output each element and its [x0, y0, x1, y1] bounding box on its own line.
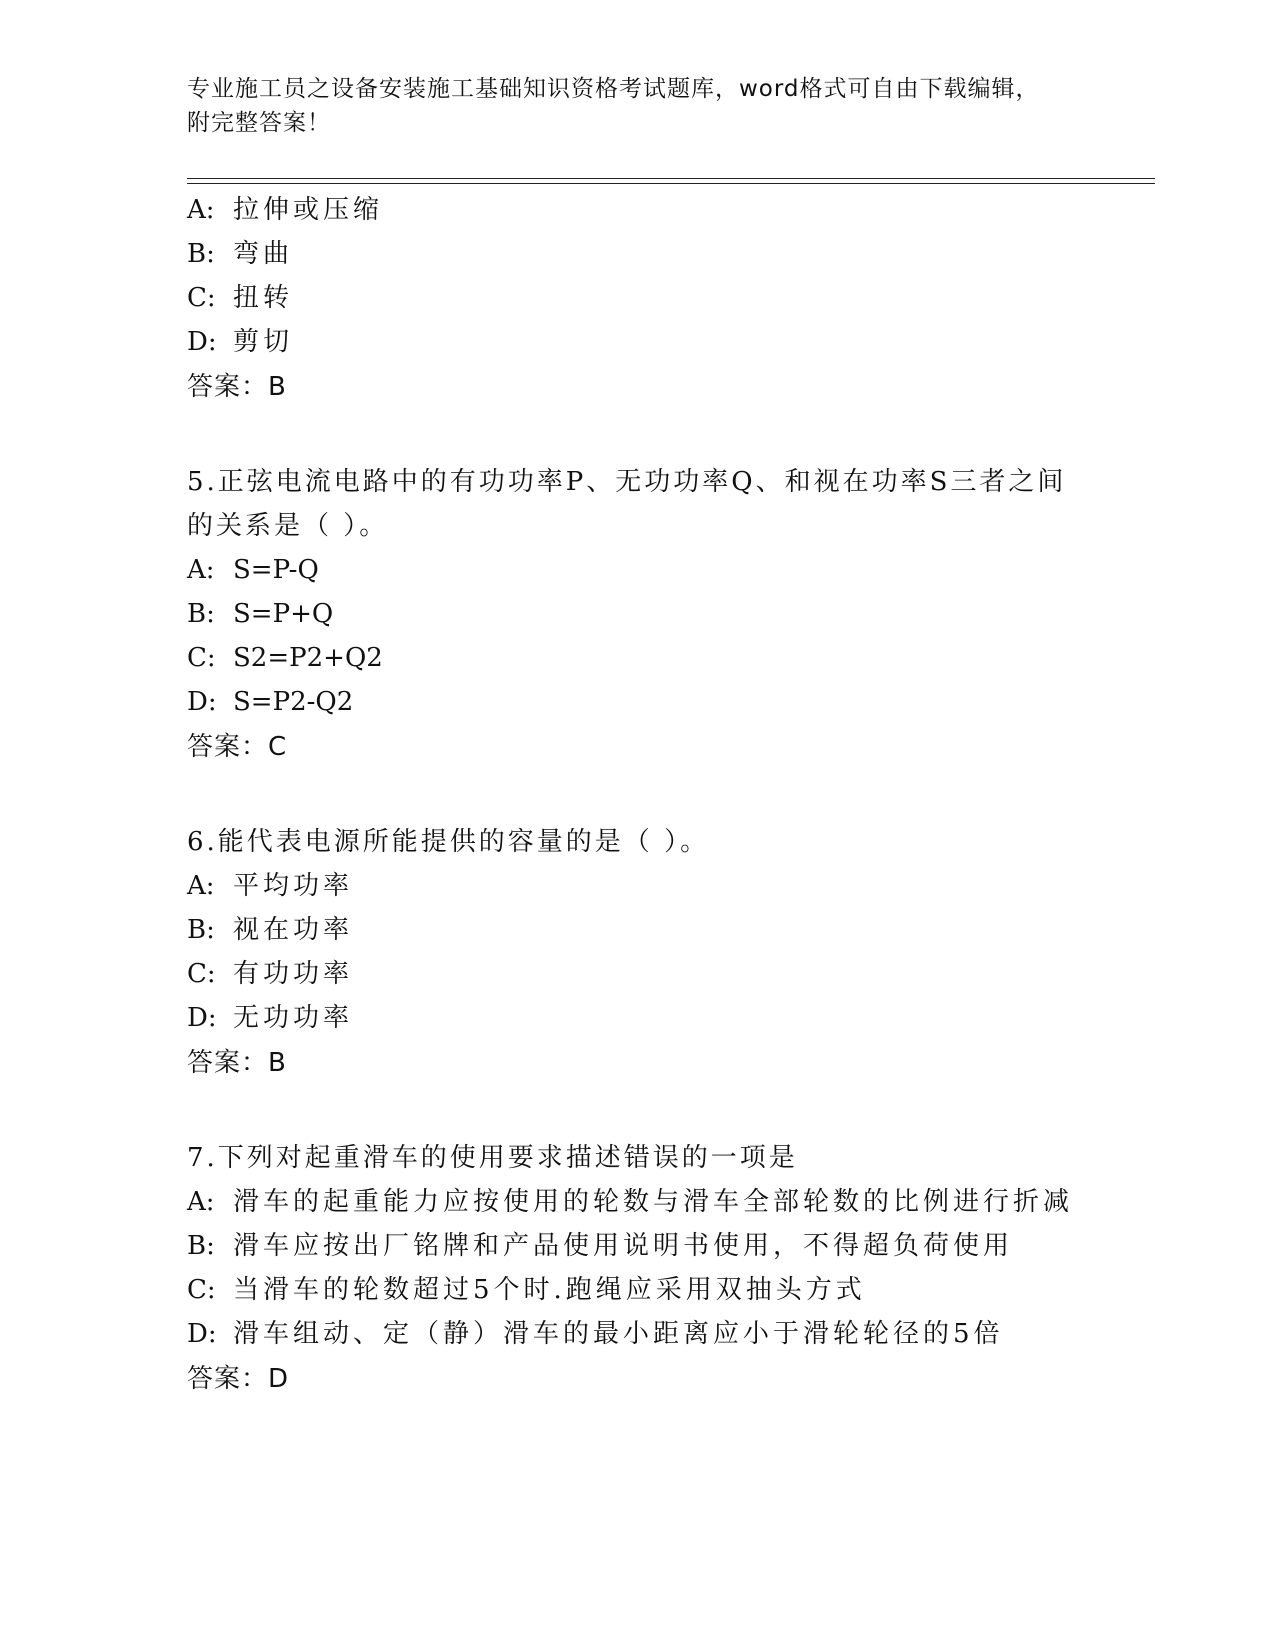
option-letter: C:	[187, 643, 216, 673]
option-letter: A:	[187, 1187, 215, 1217]
option-letter: C:	[187, 1275, 216, 1305]
option-text: 滑车组动、定（静）滑车的最小距离应小于滑轮轮径的5倍	[233, 1319, 1004, 1349]
q4-option-d	[187, 326, 293, 358]
option-text: 滑车应按出厂铭牌和产品使用说明书使用，不得超负荷使用	[233, 1231, 1014, 1261]
option-text: 扭转	[233, 283, 294, 313]
q6-answer: 答案：B	[187, 1048, 287, 1078]
option-letter: A:	[187, 871, 215, 901]
option-letter: A:	[187, 555, 215, 585]
option-text: S=P2-Q2	[233, 687, 354, 717]
q4-option-a	[187, 194, 383, 226]
q5-option-b	[187, 598, 333, 630]
document-header	[187, 72, 1087, 140]
q7-option-d	[187, 1318, 1004, 1350]
q6-question-line-1: 6.能代表电源所能提供的容量的是（ ）。	[187, 827, 710, 857]
q7-question-line-1: 7.下列对起重滑车的使用要求描述错误的一项是	[187, 1143, 798, 1173]
q5-option-c	[187, 642, 383, 674]
option-text: 无功功率	[233, 1003, 354, 1033]
q4-option-b	[187, 238, 293, 270]
q5-question-line-1: 5.正弦电流电路中的有功功率P、无功功率Q、和视在功率S三者之间	[187, 467, 1067, 497]
option-text: S=P-Q	[233, 555, 319, 585]
option-letter: C:	[187, 959, 216, 989]
q6-option-a	[187, 870, 353, 902]
header-divider-top	[187, 178, 1155, 179]
q6-option-c	[187, 958, 353, 990]
header-line-2: 附完整答案！	[187, 110, 331, 136]
option-text: 有功功率	[233, 959, 354, 989]
q5-option-a	[187, 554, 319, 586]
q7-answer: 答案：D	[187, 1364, 290, 1394]
option-text: 拉伸或压缩	[233, 195, 384, 225]
q7-option-c	[187, 1274, 866, 1306]
option-text: 视在功率	[233, 915, 354, 945]
option-letter: D:	[187, 687, 217, 717]
option-text: S2=P2+Q2	[233, 643, 383, 673]
option-letter: C:	[187, 283, 216, 313]
q5-question-line-2: 的关系是（ ）。	[187, 511, 389, 541]
q6-option-d	[187, 1002, 353, 1034]
option-text: 弯曲	[233, 239, 294, 269]
q4-option-c	[187, 282, 293, 314]
q7-option-b	[187, 1230, 1013, 1262]
q7-option-a	[187, 1186, 1073, 1218]
option-text: 滑车的起重能力应按使用的轮数与滑车全部轮数的比例进行折减	[233, 1187, 1074, 1217]
q4-answer: 答案：B	[187, 372, 287, 402]
option-letter: B:	[187, 239, 215, 269]
option-letter: B:	[187, 1231, 215, 1261]
option-text: 平均功率	[233, 871, 354, 901]
option-letter: B:	[187, 599, 215, 629]
option-text: 剪切	[233, 327, 294, 357]
header-line-1: 专业施工员之设备安装施工基础知识资格考试题库，word格式可自由下载编辑，	[187, 76, 1040, 102]
header-divider-bottom	[187, 183, 1155, 184]
option-letter: D:	[187, 1003, 217, 1033]
q6-option-b	[187, 914, 353, 946]
option-letter: A:	[187, 195, 215, 225]
option-text: 当滑车的轮数超过5个时.跑绳应采用双抽头方式	[233, 1275, 866, 1305]
q5-option-d	[187, 686, 353, 718]
option-text: S=P+Q	[233, 599, 334, 629]
q5-answer: 答案：C	[187, 732, 288, 762]
option-letter: D:	[187, 327, 217, 357]
option-letter: B:	[187, 915, 215, 945]
option-letter: D:	[187, 1319, 217, 1349]
